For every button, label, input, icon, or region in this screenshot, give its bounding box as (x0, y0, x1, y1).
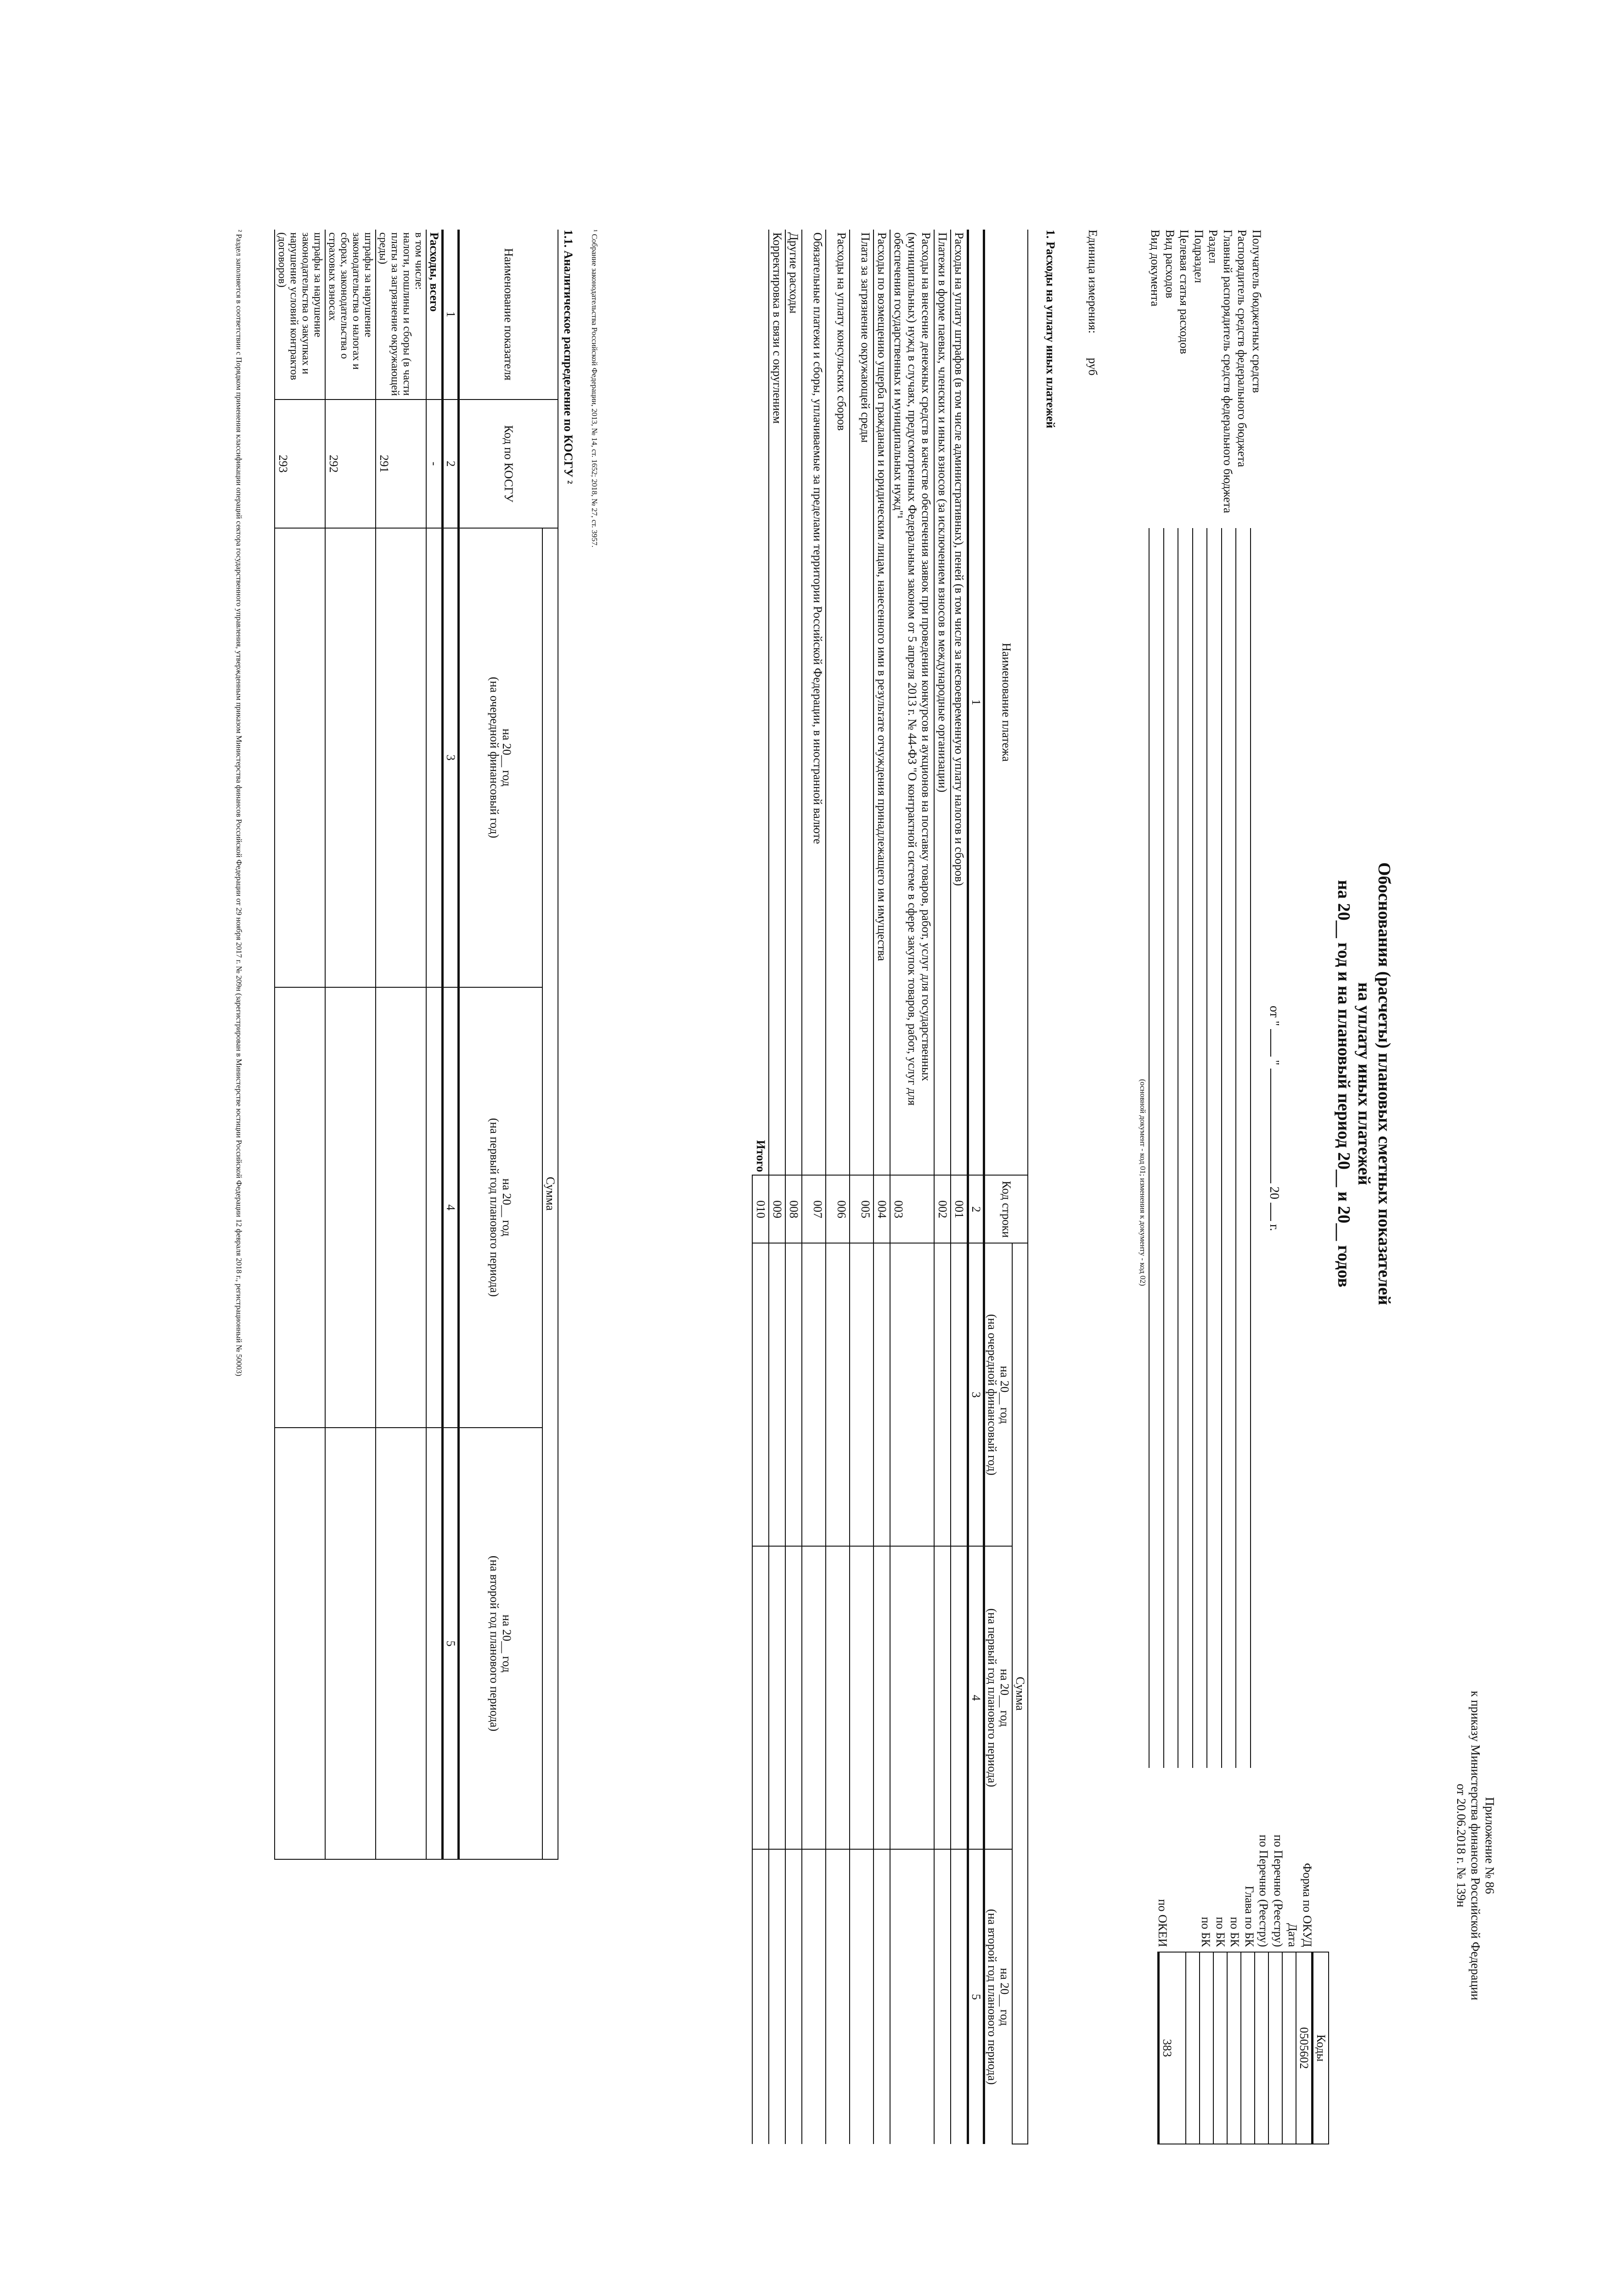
s1-colnum-3: 3 (968, 1243, 984, 1546)
s1-row-y3[interactable] (826, 1849, 850, 2144)
code-label-okei: по ОКЕИ (1156, 1899, 1169, 1947)
s1-total-code: 010 (752, 1175, 769, 1243)
unit-label: Единица измерения: (1086, 230, 1099, 334)
table-row (873, 230, 890, 2144)
s11-colnum-5: 5 (443, 1428, 459, 1859)
s1-row-y2[interactable] (802, 1546, 826, 1849)
code-label-registry-1: по Перечню (Реестру) (1272, 1835, 1285, 1947)
unit-value: руб (1086, 358, 1099, 376)
s11-row-y2[interactable] (376, 987, 426, 1428)
s11-head-y1: на 20__ год (на очередной финансовый год) (459, 528, 543, 987)
s11-row-y1[interactable] (376, 528, 426, 987)
field-section: Раздел (1206, 230, 1220, 264)
table-row (850, 230, 873, 2144)
s1-row-y3[interactable] (769, 1849, 785, 2144)
code-empty (1186, 1952, 1200, 2144)
date-line (1267, 1006, 1281, 1231)
s1-total-y1[interactable] (752, 1243, 769, 1546)
s1-row-name: Другие расходы (785, 230, 802, 1175)
code-okud: 0505602 (1296, 1952, 1313, 2144)
date-year: 20 (1267, 1186, 1281, 1199)
field-chief-manager: Главный распорядитель средств федерального бюджета (1221, 230, 1234, 513)
s1-row-name: Расходы на уплату консульских сборов (826, 230, 850, 1175)
table-row (826, 230, 850, 2144)
s11-colnum-1: 1 (443, 230, 459, 400)
s1-row-y1[interactable] (873, 1243, 890, 1546)
s11-row-y2[interactable] (325, 987, 376, 1428)
date-from: от " (1267, 1006, 1281, 1026)
s1-row-y1[interactable] (826, 1243, 850, 1546)
s1-row-code: 009 (769, 1175, 785, 1243)
s11-row-code: 292 (325, 400, 376, 528)
footnote-2: ² Раздел заполняется в соответствии с Порядком применения классификации операций сектора государственного управления, утвержденным приказом Министерства финансов Российской Федерации от 29 ноября 2017 г. № 209н (зарегистрирован в Министерстве юстиции Российской Федерации 12 февраля 2018 г., регистрационный № 50003) (235, 230, 243, 1376)
s1-colnum-4: 4 (968, 1546, 984, 1849)
s1-row-y2[interactable] (826, 1546, 850, 1849)
table-row (785, 230, 802, 2144)
code-label-bk-3: по БК (1199, 1917, 1213, 1947)
field-manager: Распорядитель средств федерального бюджета (1235, 230, 1249, 467)
footnote-1: ¹ Собрание законодательства Российской Федерации, 2013, № 14, ст. 1652; 2018, № 27, ст. 3957. (590, 230, 599, 548)
s1-row-name: Расходы по возмещению ущерба гражданам и юридическим лицам, нанесенного ими в результате отчуждения принадлежащего им имущества (873, 230, 890, 1175)
s1-head-sum: Сумма (1012, 1243, 1028, 2144)
codes-table (1157, 1952, 1329, 2144)
s11-row-name: штрафы за нарушение законодательства о налогах и сборах, законодательства о страховых взносах (325, 230, 376, 400)
s1-head-y1: на 20__ год (на очередной финансовый год) (984, 1243, 1013, 1546)
s11-head-y2: на 20__ год (на первый год планового периода) (459, 987, 543, 1428)
code-label-registry-2: по Перечню (Реестру) (1257, 1835, 1271, 1947)
s11-row-code: 291 (376, 400, 426, 528)
s1-row-y1[interactable] (802, 1243, 826, 1546)
s11-row-code: 293 (275, 400, 325, 528)
s1-row-code: 002 (934, 1175, 951, 1243)
s11-row-y1[interactable] (275, 528, 325, 987)
table-row (951, 230, 968, 2144)
s11-row-name: Расходы, всего (426, 230, 443, 400)
s1-head-y3: на 20__ год (на второй год планового периода) (984, 1849, 1013, 2144)
s11-row-y1[interactable] (325, 528, 376, 987)
s1-row-y2[interactable] (769, 1546, 785, 1849)
s1-total-label: Итого (752, 230, 769, 1175)
s11-colnum-3: 3 (443, 528, 459, 987)
code-okei: 383 (1159, 1952, 1186, 2144)
s11-row-y2[interactable] (275, 987, 325, 1428)
table-row (802, 230, 826, 2144)
s1-row-y3[interactable] (850, 1849, 873, 2144)
s1-row-y1[interactable] (785, 1243, 802, 1546)
field-expense-type: Вид расходов (1163, 230, 1177, 298)
s11-head-y3: на 20__ год (на второй год планового периода) (459, 1428, 543, 1859)
org-fields (1148, 230, 1264, 513)
s1-row-code: 003 (890, 1175, 934, 1243)
s1-row-y2[interactable] (785, 1546, 802, 1849)
s1-row-code: 001 (951, 1175, 968, 1243)
s1-row-y3[interactable] (873, 1849, 890, 2144)
s1-row-name: Платежи в форме паевых, членских и иных взносов (за исключением взносов в международные организации) (934, 230, 951, 1175)
date-quote: " (1267, 1060, 1281, 1065)
s1-colnum-2: 2 (968, 1175, 984, 1243)
table-row (426, 230, 443, 1859)
s1-row-y2[interactable] (934, 1546, 951, 1849)
appendix-reference (1454, 1691, 1497, 2000)
s11-head-code: Код по КОСГУ (459, 400, 558, 528)
s1-row-y3[interactable] (785, 1849, 802, 2144)
code-label-bk-2: по БК (1214, 1917, 1227, 1947)
s1-row-y2[interactable] (951, 1546, 968, 1849)
s1-head-code: Код строки (984, 1175, 1028, 1243)
title-line-1: Обоснования (расчеты) плановых сметных показателей (1375, 862, 1394, 1306)
section11-table (274, 230, 558, 1860)
s1-row-y1[interactable] (850, 1243, 873, 1546)
s11-row-y3[interactable] (275, 1428, 325, 1859)
code-label-date: Дата (1286, 1923, 1300, 1947)
s1-row-name: Плата за загрязнение окружающей среды (850, 230, 873, 1175)
s1-row-code: 005 (850, 1175, 873, 1243)
codes-labels (1155, 1745, 1315, 1947)
appendix-date: от 20.06.2018 г. № 139н (1454, 1784, 1468, 1908)
code-date (1282, 1952, 1296, 2144)
s11-row-name: штрафы за нарушение законодательства о закупках и нарушение условий контрактов (договоров) (275, 230, 325, 400)
s1-row-code: 004 (873, 1175, 890, 1243)
unit-line (1086, 230, 1099, 376)
appendix-order: к приказу Министерства финансов Российской Федерации (1469, 1691, 1482, 2000)
s11-row-y1[interactable] (426, 528, 443, 987)
s1-row-name: Расходы на уплату штрафов (в том числе административных), пеней (в том числе за несвоевременную уплату налогов и сборов) (951, 230, 968, 1175)
s11-row-code: - (426, 400, 443, 528)
document-title (1334, 716, 1394, 1451)
s1-row-y2[interactable] (873, 1546, 890, 1849)
code-bk-1 (1227, 1952, 1241, 2144)
s11-row-name: в том числе: налоги, пошлины и сборы (в части платы за загрязнение окружающей среды) (376, 230, 426, 400)
table-row (769, 230, 785, 2144)
title-line-2: на уплату иных платежей (1354, 982, 1374, 1185)
field-document-type: Вид документа (1149, 230, 1162, 307)
code-label-chapter: Глава по БК (1243, 1885, 1256, 1947)
s11-colnum-4: 4 (443, 987, 459, 1428)
s1-row-y1[interactable] (951, 1243, 968, 1546)
s11-row-y3[interactable] (376, 1428, 426, 1859)
s11-row-y3[interactable] (426, 1428, 443, 1859)
code-bk-2 (1213, 1952, 1227, 2144)
s1-row-y1[interactable] (934, 1243, 951, 1546)
s1-head-name: Наименование платежа (984, 230, 1028, 1175)
code-registry-1 (1268, 1952, 1282, 2144)
section1-table (752, 230, 1028, 2144)
s1-row-y1[interactable] (769, 1243, 785, 1546)
s1-row-y1[interactable] (890, 1243, 934, 1546)
code-registry-2 (1255, 1952, 1268, 2144)
s1-row-name: Расходы на внесение денежных средств в качестве обеспечения заявок при проведении конкурсов и аукционов на поставку товаров, работ, услуг для государственных (муниципальных) нужд в случаях, предусмотренных Федеральным законом от 5 апреля 2013 г. № 44-ФЗ "О контрактной системе в сфере закупок товаров, работ, услуг для обеспечения государственных и муниципальных нужд"¹ (890, 230, 934, 1175)
table-row (325, 230, 376, 1859)
s1-row-y2[interactable] (850, 1546, 873, 1849)
s1-row-code: 008 (785, 1175, 802, 1243)
s1-row-name: Корректировка в связи с округлением (769, 230, 785, 1175)
appendix-number: Приложение № 86 (1483, 1797, 1497, 1894)
s1-row-code: 007 (802, 1175, 826, 1243)
s11-head-sum: Сумма (542, 528, 558, 1859)
doc-type-note: (основной документ - код 01; изменения к документу - код 02) (1138, 1079, 1147, 1286)
s1-head-y2: на 20__ год (на первый год планового периода) (984, 1546, 1013, 1849)
code-label-okud: Форма по ОКУД (1301, 1863, 1314, 1947)
s1-row-y2[interactable] (890, 1546, 934, 1849)
table-row (934, 230, 951, 2144)
code-bk-3 (1200, 1952, 1213, 2144)
s1-row-name: Обязательные платежи и сборы, уплачиваемые за пределами территории Российской Федерации, в иностранной валюте (802, 230, 826, 1175)
s1-row-y3[interactable] (802, 1849, 826, 2144)
section1-title: 1. Расходы на уплату иных платежей (1044, 230, 1057, 428)
s1-row-y3[interactable] (934, 1849, 951, 2144)
table-row (890, 230, 934, 2144)
s1-colnum-5: 5 (968, 1849, 984, 2144)
code-chapter (1241, 1952, 1255, 2144)
code-label-bk-1: по БК (1228, 1917, 1242, 1947)
s1-row-code: 006 (826, 1175, 850, 1243)
s1-total-y2[interactable] (752, 1546, 769, 1849)
date-g: г. (1267, 1224, 1281, 1232)
s1-row-y3[interactable] (951, 1849, 968, 2144)
table-row (376, 230, 426, 1859)
s1-total-y3[interactable] (752, 1849, 769, 2144)
title-line-3: на 20__ год и на плановый период 20__ и 20__ годов (1334, 880, 1353, 1288)
field-target-article: Целевая статья расходов (1178, 230, 1191, 355)
table-row-total (752, 230, 769, 2144)
s11-head-name: Наименование показателя (459, 230, 558, 400)
s1-colnum-1: 1 (968, 230, 984, 1175)
s11-colnum-2: 2 (443, 400, 459, 528)
section11-title: 1.1. Аналитическое распределение по КОСГУ ² (562, 230, 575, 484)
s11-row-y2[interactable] (426, 987, 443, 1428)
s11-row-y3[interactable] (325, 1428, 376, 1859)
field-subsection: Подраздел (1192, 230, 1206, 283)
s1-row-y3[interactable] (890, 1849, 934, 2144)
table-row (275, 230, 325, 1859)
codes-header: Коды (1313, 1952, 1329, 2144)
field-recipient: Получатель бюджетных средств (1250, 230, 1263, 393)
